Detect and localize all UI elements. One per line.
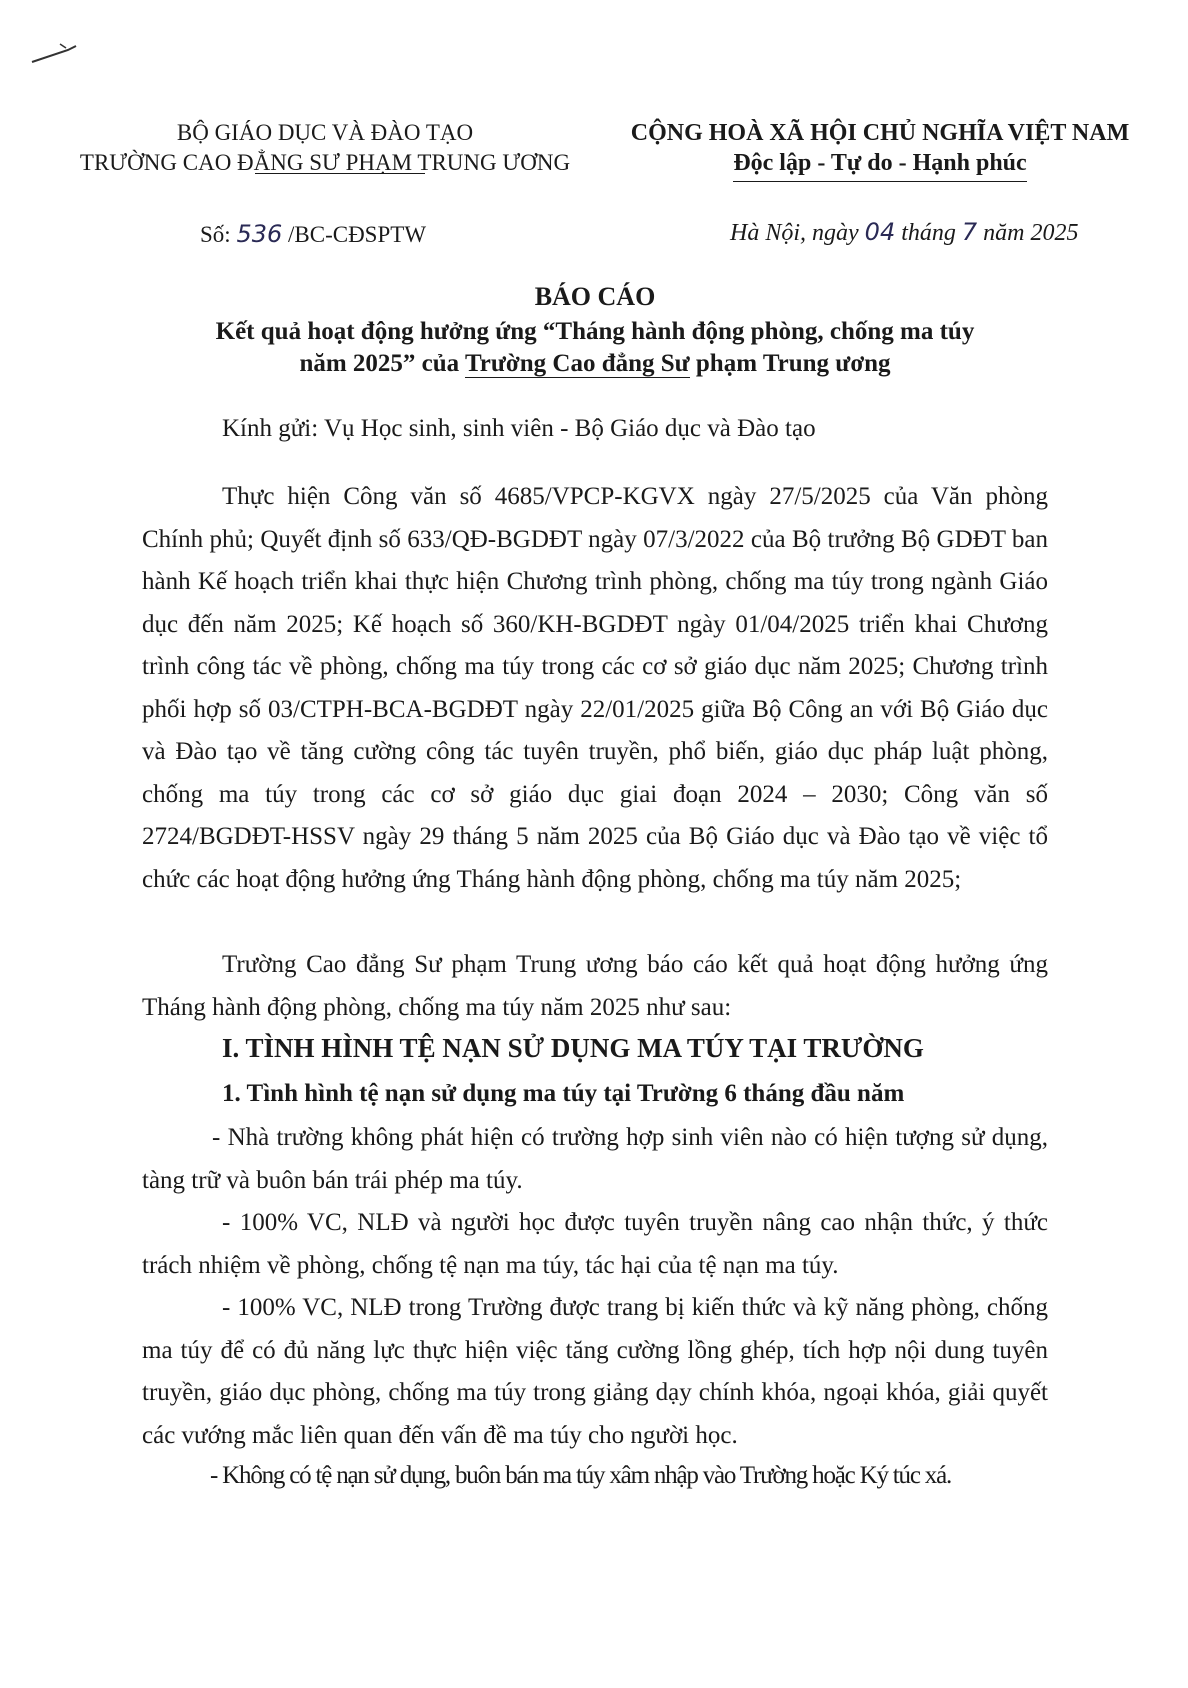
subsection-heading: 1. Tình hình tệ nạn sử dụng ma túy tại Trường 6 tháng đầu năm — [222, 1080, 905, 1107]
handwritten-number: 536 — [236, 220, 283, 248]
bullet-item: - 100% VC, NLĐ và người học được tuyên truyền nâng cao nhận thức, ý thức trách nhiệm về phòng, chống tệ nạn ma túy, tác hại của tệ nạn ma túy. — [142, 1209, 1048, 1279]
issuer-block — [70, 118, 580, 178]
document-date: Hà Nội, ngày 04 tháng 7 năm 2025 — [730, 218, 1079, 246]
section-heading: I. TÌNH HÌNH TỆ NẠN SỬ DỤNG MA TÚY TẠI TRƯỜNG — [222, 1033, 924, 1063]
document-title: BÁO CÁO — [534, 282, 656, 311]
school-name: TRƯỜNG CAO ĐẲNG SƯ PHẠM TRUNG ƯƠNG — [79, 150, 571, 175]
handwritten-month: 7 — [961, 218, 978, 246]
document-number: Số: 536 /BC-CĐSPTW — [200, 220, 427, 248]
bullet-item: - 100% VC, NLĐ trong Trường được trang bị kiến thức và kỹ năng phòng, chống ma túy để có đủ năng lực thực hiện việc tăng cường lồng ghép, tích hợp nội dung tuyên truyền, giáo dục phòng, chống ma túy trong giảng dạy chính khóa, ngoại khóa, giải quyết các vướng mắc liên quan đến vấn đề ma túy cho người học. — [142, 1294, 1048, 1449]
issuer-underline — [255, 173, 425, 174]
ministry-name: BỘ GIÁO DỤC VÀ ĐÀO TẠO — [176, 120, 474, 145]
report-statement: Trường Cao đẳng Sư phạm Trung ương báo cáo kết quả hoạt động hưởng ứng Tháng hành động phòng, chống ma túy năm 2025 như sau: — [142, 951, 1048, 1021]
national-header — [620, 118, 1140, 182]
document-subtitle: Kết quả hoạt động hưởng ứng “Tháng hành động phòng, chống ma túy năm 2025” của Trường Cao đẳng Sư phạm Trung ương — [215, 318, 975, 377]
national-motto: Độc lập - Tự do - Hạnh phúc — [733, 148, 1026, 182]
bullet-item: - Không có tệ nạn sử dụng, buôn bán ma túy xâm nhập vào Trường hoặc Ký túc xá. — [210, 1462, 952, 1489]
bullet-item: - Nhà trường không phát hiện có trường hợp sinh viên nào có hiện tượng sử dụng, tàng trữ và buôn bán trái phép ma túy. — [142, 1124, 1048, 1194]
intro-paragraph: Thực hiện Công văn số 4685/VPCP-KGVX ngày 27/5/2025 của Văn phòng Chính phủ; Quyết định số 633/QĐ-BGDĐT ngày 07/3/2022 của Bộ trưởng Bộ GDĐT ban hành Kế hoạch triển khai thực hiện Chương trình phòng, chống ma túy trong ngành Giáo dục đến năm 2025; Kế hoạch số 360/KH-BGDĐT ngày 01/04/2025 triển khai Chương trình công tác về phòng, chống ma túy trong các cơ sở giáo dục năm 2025; Chương trình phối hợp số 03/CTPH-BCA-BGDĐT ngày 22/01/2025 giữa Bộ Công an với Bộ Giáo dục và Đào tạo về tăng cường công tác tuyên truyền, phổ biến, giáo dục pháp luật phòng, chống ma túy trong các cơ sở giáo dục giai đoạn 2024 – 2030; Công văn số 2724/BGDĐT-HSSV ngày 29 tháng 5 năm 2025 của Bộ Giáo dục và Đào tạo về việc tổ chức các hoạt động hưởng ứng Tháng hành động phòng, chống ma túy năm 2025; — [142, 483, 1048, 893]
handwritten-day: 04 — [864, 218, 896, 246]
country-name: CỘNG HOÀ XÃ HỘI CHỦ NGHĨA VIỆT NAM — [630, 120, 1130, 146]
recipient-line: Kính gửi: Vụ Học sinh, sinh viên - Bộ Giáo dục và Đào tạo — [222, 415, 816, 442]
pen-mark-icon — [30, 40, 80, 70]
